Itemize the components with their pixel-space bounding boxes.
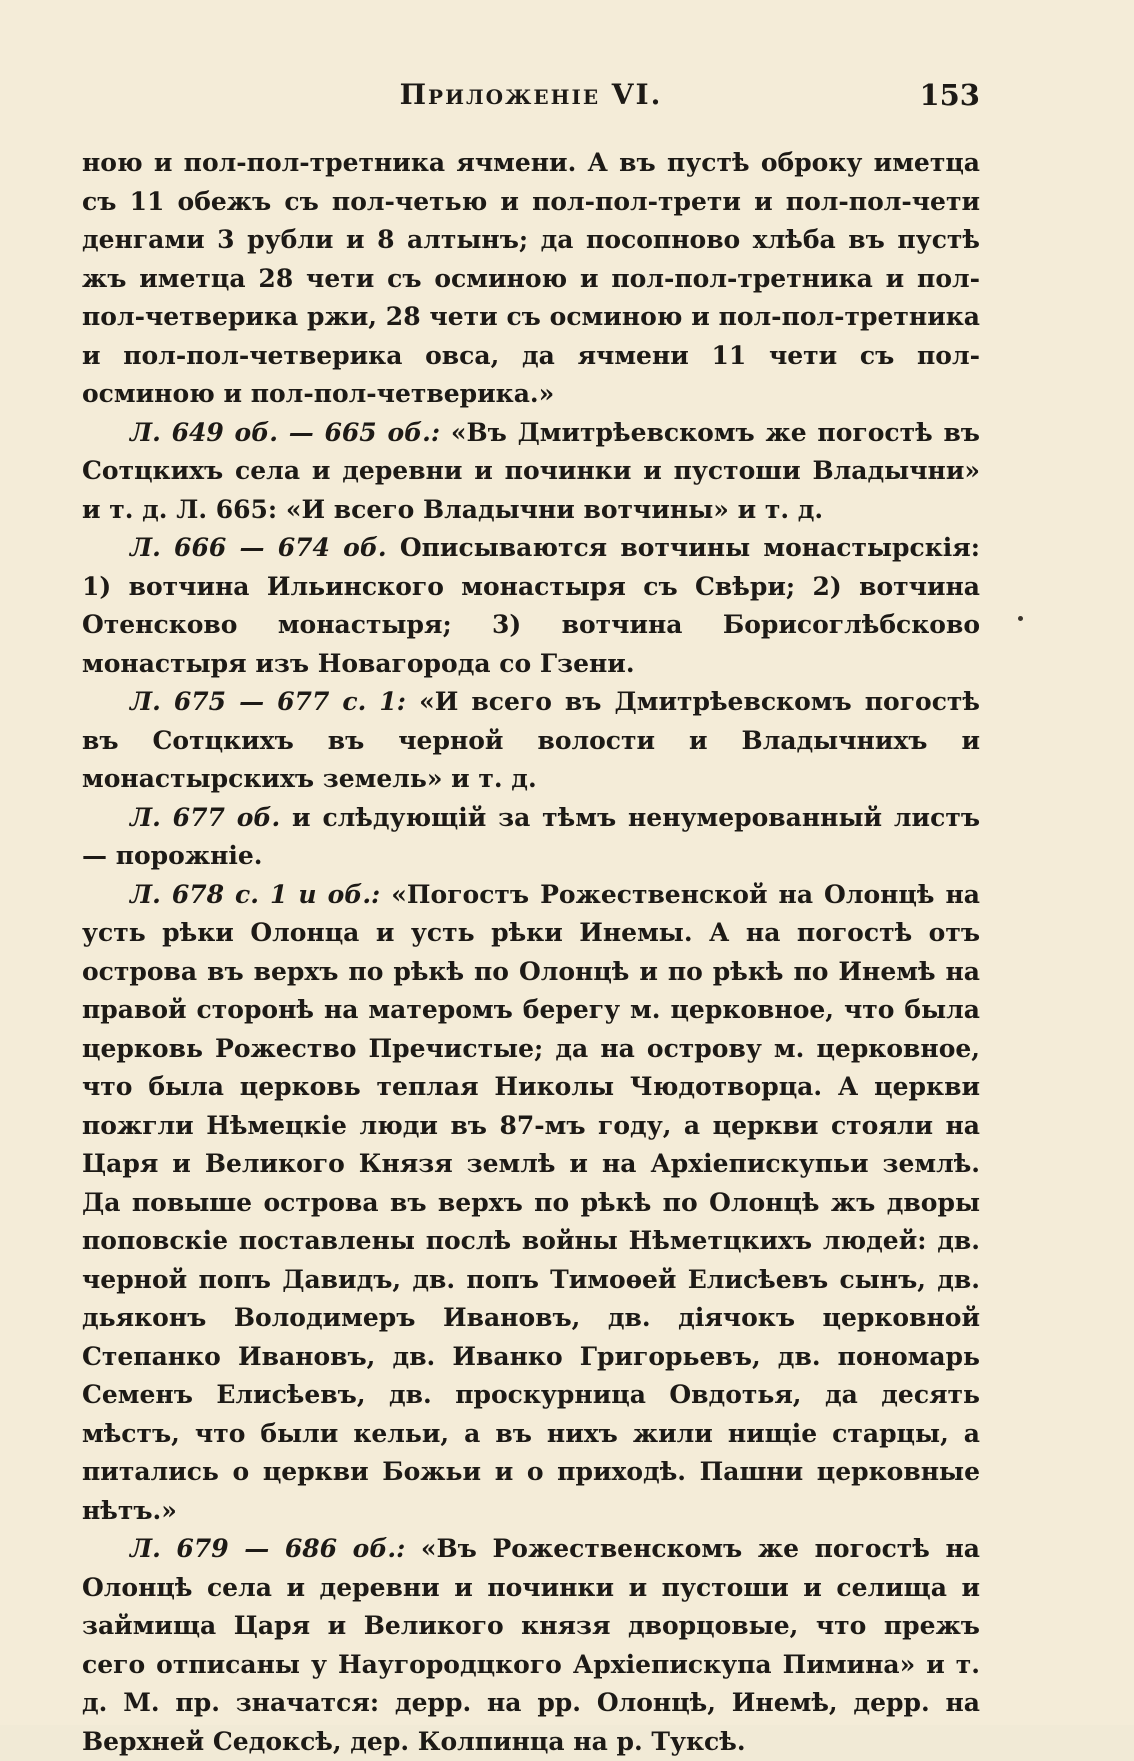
paragraph-text: и слѣдующій за тѣмъ ненумерованный листъ — порожніе. <box>82 802 980 870</box>
body-text <box>82 144 980 1761</box>
paragraph-text: «Въ Рожественскомъ же погостѣ на Олонцѣ села и деревни и починки и пустоши и селища и займища Царя и Великого князя дворцовые, что прежъ сего отписаны у Наугородцкого Архіепискупа Пимина» и т. д. М. пр. значатся: дерр. на рр. Олонцѣ, Инемѣ, дерр. на Верхней Седоксѣ, дер. Колпинца на р. Туксѣ. <box>82 1534 980 1756</box>
paragraph-text: «Погостъ Рожественской на Олонцѣ на усть рѣки Олонца и усть рѣки Инемы. А на погостѣ отъ острова въ верхъ по рѣкѣ по Олонцѣ и по рѣкѣ по Инемѣ на правой сторонѣ на матеромъ берегу м. церковное, что была церковь Рожество Пречистые; да на острову м. церковное, что была церковь теплая Николы Чюдотворца. А церкви пожгли Нѣмецкіе люди въ 87-мъ году, а церкви стояли на Царя и Великого Князя землѣ и на Архіепискупьи землѣ. Да повыше острова въ верхъ по рѣкѣ по Олонцѣ жъ дворы поповскіе поставлены послѣ войны Нѣметцкихъ людей: дв. черной попъ Давидъ, дв. попъ Тимоѳей Елисѣевъ сынъ, дв. дьяконъ Володимеръ Ивановъ, дв. діячокъ церковной Степанко Ивановъ, дв. Иванко Григорьевъ, дв. пономарь Семенъ Елисѣевъ, дв. проскурница Овдотья, да десять мѣстъ, что были кельи, а въ нихъ жили нищіе старцы, а питались о церкви Божьи и о приходѣ. Пашни церковные нѣтъ.» <box>82 879 980 1525</box>
margin-speck <box>1018 616 1023 621</box>
paragraph <box>82 683 980 799</box>
paragraph-text: Описываются вотчины монастырскія: 1) вотчина Ильинского монастыря съ Свѣри; 2) вотчина Отенсково монастыря; 3) вотчина Борисоглѣбсково монастыря изъ Новагорода со Гзени. <box>82 533 980 678</box>
folio-reference: Л. 649 об. — 665 об.: <box>130 417 441 447</box>
paragraph <box>82 529 980 683</box>
paragraph-text: ною и пол-пол-третника ячмени. А въ пустѣ оброку иметца съ 11 обежъ съ пол-четью и пол-пол-трети и пол-пол-чети денгами 3 рубли и 8 алтынъ; да посопново хлѣба въ пустѣ жъ иметца 28 чети съ осминою и пол-пол-третника и пол-пол-четверика ржи, 28 чети съ осминою и пол-пол-третника и пол-пол-четверика овса, да ячмени 11 чети съ пол-осминою и пол-пол-четверика.» <box>82 148 980 408</box>
paragraph <box>82 799 980 876</box>
paragraph-text: «Въ Дмитрѣевскомъ же погостѣ въ Сотцкихъ села и деревни и починки и пустоши Владычни» и т. д. Л. 665: «И всего Владычни вотчины» и т. д. <box>82 417 980 524</box>
folio-reference: Л. 666 — 674 об. <box>130 533 387 562</box>
folio-reference: Л. 677 об. <box>130 802 281 832</box>
page-header <box>82 78 980 118</box>
running-title: Приложеніе VI. <box>399 78 663 111</box>
paragraph <box>82 876 980 1531</box>
paragraph <box>82 414 980 530</box>
paragraph-text: «И всего въ Дмитрѣевскомъ погостѣ въ Сотцкихъ въ черной волости и Владычнихъ и монастырскихъ земель» и т. д. <box>82 687 980 793</box>
paragraph-continuation <box>82 144 980 414</box>
folio-reference: Л. 678 с. 1 и об.: <box>130 879 381 909</box>
page-number: 153 <box>919 78 980 112</box>
folio-reference: Л. 675 — 677 с. 1: <box>130 687 407 716</box>
paragraph <box>82 1530 980 1761</box>
folio-reference: Л. 679 — 686 об.: <box>130 1534 406 1563</box>
